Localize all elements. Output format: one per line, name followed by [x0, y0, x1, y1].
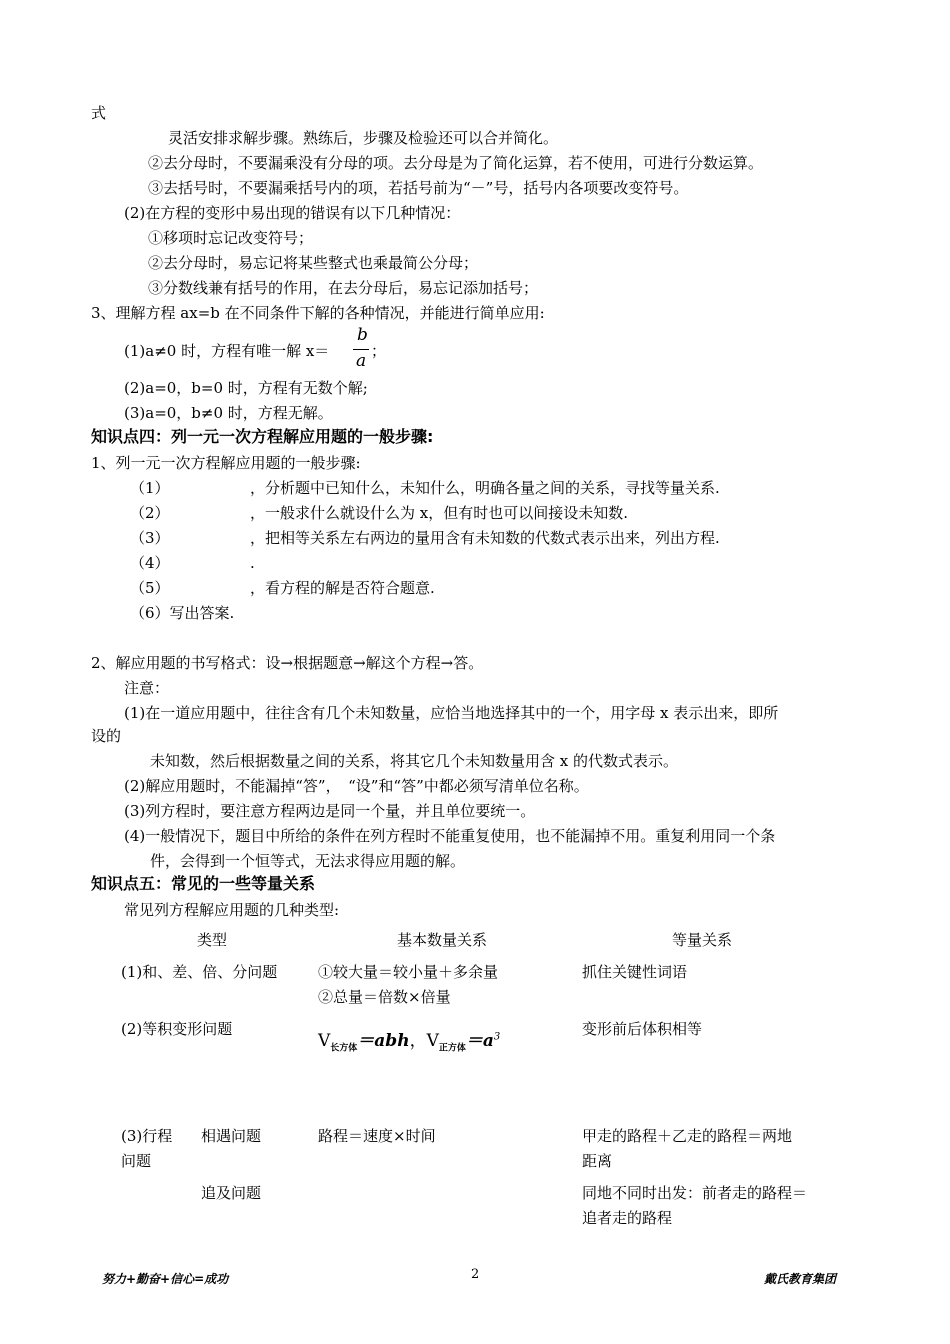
- table-cell: 问题: [121, 1152, 152, 1170]
- formula-subscript: 长方体: [330, 1043, 358, 1054]
- formula-expression: ＝a: [465, 1031, 494, 1051]
- table-header-basic: 基本数量关系: [397, 931, 488, 949]
- text-line: (3)a=0，b≠0 时，方程无解。: [124, 404, 333, 422]
- text-line: 未知数，然后根据数量之间的关系，将其它几个未知数量用含 x 的代数式表示。: [150, 752, 678, 770]
- step-text: ，把相等关系左右两边的量用含有未知数的代数式表示出来，列出方程.: [250, 529, 720, 547]
- table-cell: 追及问题: [201, 1184, 262, 1202]
- formula-subscript: 正方体: [438, 1043, 466, 1054]
- fraction-denominator: a: [356, 351, 367, 371]
- text-line: 2、解应用题的书写格式：设→根据题意→解这个方程→答。: [91, 654, 484, 672]
- step-number: （1）: [130, 479, 170, 497]
- step-text: ，分析题中已知什么，未知什么，明确各量之间的关系，寻找等量关系.: [250, 479, 720, 497]
- step-text: .: [250, 554, 255, 572]
- note-label: 注意：: [124, 679, 170, 697]
- footer-company: 戴氏教育集团: [764, 1272, 837, 1286]
- table-cell: 变形前后体积相等: [582, 1020, 703, 1038]
- text-line: 常见列方程解应用题的几种类型:: [124, 901, 340, 919]
- section-title: 3、理解方程 ax=b 在不同条件下解的各种情况，并能进行简单应用:: [91, 304, 545, 322]
- table-cell: 距离: [582, 1152, 613, 1170]
- fraction-numerator: b: [357, 325, 368, 345]
- text-line: (2)a=0，b=0 时，方程有无数个解;: [124, 379, 368, 397]
- text-line: ②去分母时，易忘记将某些整式也乘最简公分母；: [148, 254, 479, 272]
- table-cell: ①较大量＝较小量＋多余量: [318, 963, 499, 981]
- formula-symbol: V: [426, 1031, 439, 1051]
- fraction-bar: [353, 349, 369, 350]
- step-number: （5）: [130, 579, 170, 597]
- section-heading: 知识点五：常见的一些等量关系: [91, 874, 316, 893]
- text-line: 件，会得到一个恒等式，无法求得应用题的解。: [150, 852, 466, 870]
- table-cell: 同地不同时出发：前者走的路程＝: [582, 1184, 808, 1202]
- text-line: 1、列一元一次方程解应用题的一般步骤:: [91, 454, 361, 472]
- step-text: ，一般求什么就设什么为 x，但有时也可以间接设未知数.: [250, 504, 628, 522]
- text-line: ①移项时忘记改变符号；: [148, 229, 314, 247]
- formula-exponent: 3: [493, 1031, 501, 1043]
- table-header-equal: 等量关系: [672, 931, 733, 949]
- text-line: ②去分母时，不要漏乘没有分母的项。去分母是为了简化运算，若不使用，可进行分数运算。: [148, 154, 764, 172]
- footer-motto: 努力+勤奋+信心=成功: [102, 1272, 229, 1286]
- table-cell: 路程＝速度×时间: [318, 1127, 436, 1145]
- table-header-type: 类型: [197, 931, 228, 949]
- table-cell: (3)行程: [121, 1127, 173, 1145]
- step-number: （4）: [130, 554, 170, 572]
- page-number: 2: [471, 1267, 480, 1282]
- formula-expression: ＝abh: [357, 1031, 410, 1051]
- step-number: （3）: [130, 529, 170, 547]
- text-line: (1)a≠0 时，方程有唯一解 x＝: [124, 342, 330, 360]
- text-line: 灵活安排求解步骤。熟练后，步骤及检验还可以合并简化。: [168, 129, 559, 147]
- text-line: ③去括号时，不要漏乘括号内的项，若括号前为“－”号，括号内各项要改变符号。: [148, 179, 689, 197]
- formula-symbol: V: [318, 1031, 331, 1051]
- table-cell: (2)等积变形问题: [121, 1020, 233, 1038]
- table-cell: 甲走的路程＋乙走的路程＝两地: [582, 1127, 793, 1145]
- text-line: 设的: [91, 727, 122, 745]
- table-cell: 抓住关键性词语: [582, 963, 688, 981]
- step-number: （2）: [130, 504, 170, 522]
- table-cell: ②总量＝倍数×倍量: [318, 988, 451, 1006]
- section-heading: 知识点四：列一元一次方程解应用题的一般步骤:: [91, 427, 434, 446]
- text-line: (2)解应用题时，不能漏掉“答”， “设”和“答”中都必须写清单位名称。: [124, 777, 589, 795]
- text-line: 式: [91, 104, 107, 122]
- text-line: ；: [371, 342, 387, 360]
- text-line: (2)在方程的变形中易出现的错误有以下几种情况：: [124, 204, 461, 222]
- text-line: (1)在一道应用题中，往往含有几个未知数量，应恰当地选择其中的一个，用字母 x 表示出来，即所: [124, 704, 779, 722]
- text-line: (3)列方程时，要注意方程两边是同一个量，并且单位要统一。: [124, 802, 536, 820]
- text-line: ③分数线兼有括号的作用，在去分母后，易忘记添加括号；: [148, 279, 539, 297]
- text-line: (4)一般情况下，题目中所给的条件在列方程时不能重复使用，也不能漏掉不用。重复利用同一个条: [124, 827, 776, 845]
- formula-separator: ，: [409, 1031, 427, 1051]
- table-cell: 相遇问题: [201, 1127, 262, 1145]
- table-cell: (1)和、差、倍、分问题: [121, 963, 278, 981]
- volume-formula: [318, 1026, 500, 1053]
- table-cell: 追者走的路程: [582, 1209, 673, 1227]
- step-number: （6）写出答案.: [130, 604, 235, 622]
- step-text: ，看方程的解是否符合题意.: [250, 579, 435, 597]
